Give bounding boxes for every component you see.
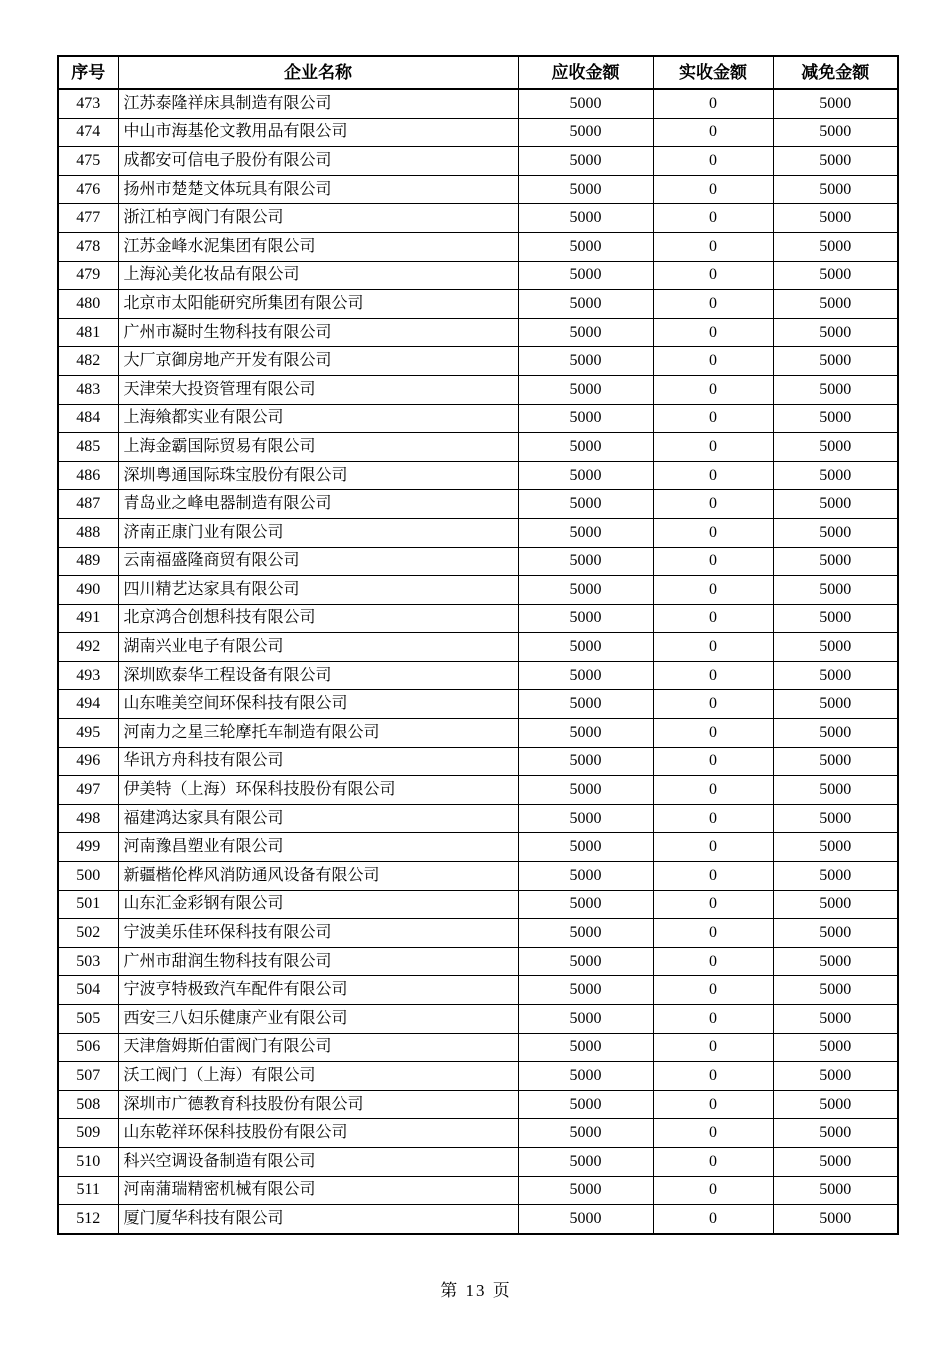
reduction-amount-cell: 5000	[773, 118, 898, 147]
serial-number-cell: 508	[58, 1090, 118, 1119]
receivable-amount-cell: 5000	[518, 232, 653, 261]
company-name-cell: 宁波亨特极致汽车配件有限公司	[118, 976, 518, 1005]
company-name-cell: 广州市凝时生物科技有限公司	[118, 318, 518, 347]
receivable-amount-cell: 5000	[518, 347, 653, 376]
receivable-amount-cell: 5000	[518, 1119, 653, 1148]
serial-number-cell: 473	[58, 89, 118, 118]
receivable-amount-cell: 5000	[518, 1176, 653, 1205]
serial-number-cell: 483	[58, 375, 118, 404]
company-name-cell: 新疆楷伦桦风消防通风设备有限公司	[118, 862, 518, 891]
receivable-amount-cell: 5000	[518, 633, 653, 662]
table-row	[58, 1147, 898, 1176]
serial-number-cell: 480	[58, 290, 118, 319]
receivable-amount-cell: 5000	[518, 690, 653, 719]
receivable-amount-cell: 5000	[518, 661, 653, 690]
company-name-cell: 天津詹姆斯伯雷阀门有限公司	[118, 1033, 518, 1062]
table-row	[58, 118, 898, 147]
received-amount-cell: 0	[653, 576, 773, 605]
receivable-amount-cell: 5000	[518, 204, 653, 233]
receivable-amount-cell: 5000	[518, 719, 653, 748]
reduction-amount-cell: 5000	[773, 661, 898, 690]
table-row	[58, 232, 898, 261]
receivable-amount-cell: 5000	[518, 976, 653, 1005]
receivable-amount-cell: 5000	[518, 175, 653, 204]
receivable-amount-cell: 5000	[518, 776, 653, 805]
serial-number-cell: 482	[58, 347, 118, 376]
reduction-amount-cell: 5000	[773, 604, 898, 633]
table-row	[58, 1033, 898, 1062]
received-amount-cell: 0	[653, 404, 773, 433]
table-row	[58, 919, 898, 948]
table-body	[58, 89, 898, 1234]
receivable-amount-cell: 5000	[518, 404, 653, 433]
reduction-amount-cell: 5000	[773, 232, 898, 261]
reduction-amount-cell: 5000	[773, 147, 898, 176]
received-amount-cell: 0	[653, 1205, 773, 1234]
table-row	[58, 661, 898, 690]
company-name-cell: 科兴空调设备制造有限公司	[118, 1147, 518, 1176]
receivable-amount-cell: 5000	[518, 1090, 653, 1119]
received-amount-cell: 0	[653, 661, 773, 690]
receivable-amount-cell: 5000	[518, 318, 653, 347]
table-row	[58, 976, 898, 1005]
receivable-amount-cell: 5000	[518, 118, 653, 147]
table-row	[58, 89, 898, 118]
receivable-amount-cell: 5000	[518, 947, 653, 976]
received-amount-cell: 0	[653, 290, 773, 319]
serial-number-cell: 481	[58, 318, 118, 347]
receivable-amount-cell: 5000	[518, 490, 653, 519]
table-row	[58, 261, 898, 290]
receivable-amount-cell: 5000	[518, 1205, 653, 1234]
table-row	[58, 404, 898, 433]
received-amount-cell: 0	[653, 1090, 773, 1119]
reduction-amount-cell: 5000	[773, 862, 898, 891]
company-name-cell: 扬州市楚楚文体玩具有限公司	[118, 175, 518, 204]
reduction-amount-cell: 5000	[773, 719, 898, 748]
received-amount-cell: 0	[653, 804, 773, 833]
company-name-cell: 四川精艺达家具有限公司	[118, 576, 518, 605]
received-amount-cell: 0	[653, 719, 773, 748]
reduction-amount-cell: 5000	[773, 1205, 898, 1234]
company-name-cell: 华讯方舟科技有限公司	[118, 747, 518, 776]
table-row	[58, 490, 898, 519]
reduction-amount-cell: 5000	[773, 1033, 898, 1062]
table-row	[58, 147, 898, 176]
table-row	[58, 690, 898, 719]
received-amount-cell: 0	[653, 261, 773, 290]
company-name-cell: 云南福盛隆商贸有限公司	[118, 547, 518, 576]
table-row	[58, 347, 898, 376]
receivable-amount-cell: 5000	[518, 1147, 653, 1176]
serial-number-cell: 474	[58, 118, 118, 147]
receivable-amount-cell: 5000	[518, 1033, 653, 1062]
table-row	[58, 947, 898, 976]
received-amount-cell: 0	[653, 1005, 773, 1034]
serial-number-cell: 503	[58, 947, 118, 976]
received-amount-cell: 0	[653, 633, 773, 662]
serial-number-cell: 494	[58, 690, 118, 719]
company-name-cell: 上海金霸国际贸易有限公司	[118, 433, 518, 462]
table-header-row	[58, 56, 898, 89]
serial-number-cell: 502	[58, 919, 118, 948]
page-number: 第 13 页	[440, 1281, 512, 1300]
serial-number-cell: 496	[58, 747, 118, 776]
fee-table	[57, 55, 899, 1235]
company-name-cell: 伊美特（上海）环保科技股份有限公司	[118, 776, 518, 805]
reduction-amount-cell: 5000	[773, 347, 898, 376]
serial-number-cell: 506	[58, 1033, 118, 1062]
reduction-amount-cell: 5000	[773, 747, 898, 776]
serial-number-cell: 510	[58, 1147, 118, 1176]
received-amount-cell: 0	[653, 747, 773, 776]
serial-number-cell: 485	[58, 433, 118, 462]
company-name-cell: 济南正康门业有限公司	[118, 518, 518, 547]
reduction-amount-cell: 5000	[773, 290, 898, 319]
serial-number-cell: 477	[58, 204, 118, 233]
company-name-cell: 江苏泰隆祥床具制造有限公司	[118, 89, 518, 118]
reduction-amount-cell: 5000	[773, 633, 898, 662]
reduction-amount-cell: 5000	[773, 947, 898, 976]
received-amount-cell: 0	[653, 547, 773, 576]
table-row	[58, 633, 898, 662]
reduction-amount-cell: 5000	[773, 1090, 898, 1119]
table-row	[58, 1176, 898, 1205]
header-reduction-amount: 减免金额	[773, 56, 898, 89]
reduction-amount-cell: 5000	[773, 261, 898, 290]
received-amount-cell: 0	[653, 318, 773, 347]
received-amount-cell: 0	[653, 433, 773, 462]
received-amount-cell: 0	[653, 347, 773, 376]
reduction-amount-cell: 5000	[773, 690, 898, 719]
serial-number-cell: 475	[58, 147, 118, 176]
company-name-cell: 浙江柏亨阀门有限公司	[118, 204, 518, 233]
received-amount-cell: 0	[653, 175, 773, 204]
received-amount-cell: 0	[653, 604, 773, 633]
company-name-cell: 中山市海基伦文教用品有限公司	[118, 118, 518, 147]
receivable-amount-cell: 5000	[518, 862, 653, 891]
serial-number-cell: 500	[58, 862, 118, 891]
header-receivable-amount: 应收金额	[518, 56, 653, 89]
receivable-amount-cell: 5000	[518, 547, 653, 576]
reduction-amount-cell: 5000	[773, 576, 898, 605]
received-amount-cell: 0	[653, 490, 773, 519]
serial-number-cell: 511	[58, 1176, 118, 1205]
company-name-cell: 西安三八妇乐健康产业有限公司	[118, 1005, 518, 1034]
reduction-amount-cell: 5000	[773, 375, 898, 404]
received-amount-cell: 0	[653, 862, 773, 891]
company-name-cell: 山东乾祥环保科技股份有限公司	[118, 1119, 518, 1148]
serial-number-cell: 495	[58, 719, 118, 748]
received-amount-cell: 0	[653, 89, 773, 118]
reduction-amount-cell: 5000	[773, 490, 898, 519]
company-name-cell: 深圳粤通国际珠宝股份有限公司	[118, 461, 518, 490]
table-row	[58, 804, 898, 833]
company-name-cell: 河南力之星三轮摩托车制造有限公司	[118, 719, 518, 748]
company-name-cell: 上海沁美化妆品有限公司	[118, 261, 518, 290]
serial-number-cell: 488	[58, 518, 118, 547]
company-name-cell: 山东唯美空间环保科技有限公司	[118, 690, 518, 719]
receivable-amount-cell: 5000	[518, 261, 653, 290]
table-row	[58, 604, 898, 633]
received-amount-cell: 0	[653, 1147, 773, 1176]
company-name-cell: 广州市甜润生物科技有限公司	[118, 947, 518, 976]
table-row	[58, 318, 898, 347]
received-amount-cell: 0	[653, 204, 773, 233]
table-row	[58, 290, 898, 319]
received-amount-cell: 0	[653, 890, 773, 919]
company-name-cell: 青岛业之峰电器制造有限公司	[118, 490, 518, 519]
serial-number-cell: 478	[58, 232, 118, 261]
table-row	[58, 461, 898, 490]
received-amount-cell: 0	[653, 118, 773, 147]
serial-number-cell: 487	[58, 490, 118, 519]
reduction-amount-cell: 5000	[773, 776, 898, 805]
receivable-amount-cell: 5000	[518, 833, 653, 862]
table-row	[58, 204, 898, 233]
received-amount-cell: 0	[653, 1062, 773, 1091]
reduction-amount-cell: 5000	[773, 547, 898, 576]
serial-number-cell: 509	[58, 1119, 118, 1148]
received-amount-cell: 0	[653, 776, 773, 805]
receivable-amount-cell: 5000	[518, 89, 653, 118]
reduction-amount-cell: 5000	[773, 1176, 898, 1205]
company-name-cell: 北京市太阳能研究所集团有限公司	[118, 290, 518, 319]
reduction-amount-cell: 5000	[773, 433, 898, 462]
reduction-amount-cell: 5000	[773, 318, 898, 347]
reduction-amount-cell: 5000	[773, 1119, 898, 1148]
table-header	[58, 56, 898, 89]
company-name-cell: 成都安可信电子股份有限公司	[118, 147, 518, 176]
company-name-cell: 河南蒲瑞精密机械有限公司	[118, 1176, 518, 1205]
serial-number-cell: 491	[58, 604, 118, 633]
reduction-amount-cell: 5000	[773, 1005, 898, 1034]
received-amount-cell: 0	[653, 976, 773, 1005]
received-amount-cell: 0	[653, 518, 773, 547]
company-name-cell: 湖南兴业电子有限公司	[118, 633, 518, 662]
serial-number-cell: 484	[58, 404, 118, 433]
received-amount-cell: 0	[653, 232, 773, 261]
serial-number-cell: 476	[58, 175, 118, 204]
receivable-amount-cell: 5000	[518, 604, 653, 633]
company-name-cell: 江苏金峰水泥集团有限公司	[118, 232, 518, 261]
receivable-amount-cell: 5000	[518, 1005, 653, 1034]
received-amount-cell: 0	[653, 375, 773, 404]
reduction-amount-cell: 5000	[773, 833, 898, 862]
receivable-amount-cell: 5000	[518, 433, 653, 462]
received-amount-cell: 0	[653, 1119, 773, 1148]
serial-number-cell: 505	[58, 1005, 118, 1034]
received-amount-cell: 0	[653, 461, 773, 490]
serial-number-cell: 501	[58, 890, 118, 919]
received-amount-cell: 0	[653, 1033, 773, 1062]
table-row	[58, 747, 898, 776]
company-name-cell: 北京鸿合创想科技有限公司	[118, 604, 518, 633]
receivable-amount-cell: 5000	[518, 919, 653, 948]
header-received-amount: 实收金额	[653, 56, 773, 89]
received-amount-cell: 0	[653, 947, 773, 976]
receivable-amount-cell: 5000	[518, 890, 653, 919]
serial-number-cell: 486	[58, 461, 118, 490]
company-name-cell: 福建鸿达家具有限公司	[118, 804, 518, 833]
serial-number-cell: 507	[58, 1062, 118, 1091]
serial-number-cell: 512	[58, 1205, 118, 1234]
table-row	[58, 375, 898, 404]
table-row	[58, 1005, 898, 1034]
serial-number-cell: 497	[58, 776, 118, 805]
received-amount-cell: 0	[653, 690, 773, 719]
received-amount-cell: 0	[653, 147, 773, 176]
reduction-amount-cell: 5000	[773, 1147, 898, 1176]
serial-number-cell: 499	[58, 833, 118, 862]
serial-number-cell: 498	[58, 804, 118, 833]
table-row	[58, 833, 898, 862]
table-row	[58, 719, 898, 748]
reduction-amount-cell: 5000	[773, 919, 898, 948]
receivable-amount-cell: 5000	[518, 804, 653, 833]
receivable-amount-cell: 5000	[518, 1062, 653, 1091]
receivable-amount-cell: 5000	[518, 461, 653, 490]
table-row	[58, 433, 898, 462]
serial-number-cell: 504	[58, 976, 118, 1005]
table-row	[58, 1119, 898, 1148]
reduction-amount-cell: 5000	[773, 890, 898, 919]
reduction-amount-cell: 5000	[773, 518, 898, 547]
table-row	[58, 776, 898, 805]
serial-number-cell: 489	[58, 547, 118, 576]
company-name-cell: 深圳欧泰华工程设备有限公司	[118, 661, 518, 690]
serial-number-cell: 479	[58, 261, 118, 290]
received-amount-cell: 0	[653, 1176, 773, 1205]
serial-number-cell: 492	[58, 633, 118, 662]
reduction-amount-cell: 5000	[773, 804, 898, 833]
reduction-amount-cell: 5000	[773, 1062, 898, 1091]
serial-number-cell: 493	[58, 661, 118, 690]
receivable-amount-cell: 5000	[518, 518, 653, 547]
company-name-cell: 上海飨都实业有限公司	[118, 404, 518, 433]
table-row	[58, 576, 898, 605]
receivable-amount-cell: 5000	[518, 147, 653, 176]
table-row	[58, 1090, 898, 1119]
table-row	[58, 890, 898, 919]
header-company-name: 企业名称	[118, 56, 518, 89]
table-row	[58, 862, 898, 891]
header-serial-number: 序号	[58, 56, 118, 89]
company-name-cell: 山东汇金彩钢有限公司	[118, 890, 518, 919]
receivable-amount-cell: 5000	[518, 290, 653, 319]
company-name-cell: 天津荣大投资管理有限公司	[118, 375, 518, 404]
table-row	[58, 518, 898, 547]
table-row	[58, 175, 898, 204]
reduction-amount-cell: 5000	[773, 89, 898, 118]
reduction-amount-cell: 5000	[773, 976, 898, 1005]
received-amount-cell: 0	[653, 919, 773, 948]
table-row	[58, 1062, 898, 1091]
document-page	[57, 55, 897, 1235]
received-amount-cell: 0	[653, 833, 773, 862]
serial-number-cell: 490	[58, 576, 118, 605]
reduction-amount-cell: 5000	[773, 461, 898, 490]
receivable-amount-cell: 5000	[518, 747, 653, 776]
reduction-amount-cell: 5000	[773, 175, 898, 204]
reduction-amount-cell: 5000	[773, 404, 898, 433]
company-name-cell: 大厂京御房地产开发有限公司	[118, 347, 518, 376]
receivable-amount-cell: 5000	[518, 375, 653, 404]
company-name-cell: 厦门厦华科技有限公司	[118, 1205, 518, 1234]
reduction-amount-cell: 5000	[773, 204, 898, 233]
table-row	[58, 547, 898, 576]
receivable-amount-cell: 5000	[518, 576, 653, 605]
company-name-cell: 河南豫昌塑业有限公司	[118, 833, 518, 862]
company-name-cell: 深圳市广德教育科技股份有限公司	[118, 1090, 518, 1119]
company-name-cell: 宁波美乐佳环保科技有限公司	[118, 919, 518, 948]
table-row	[58, 1205, 898, 1234]
company-name-cell: 沃工阀门（上海）有限公司	[118, 1062, 518, 1091]
